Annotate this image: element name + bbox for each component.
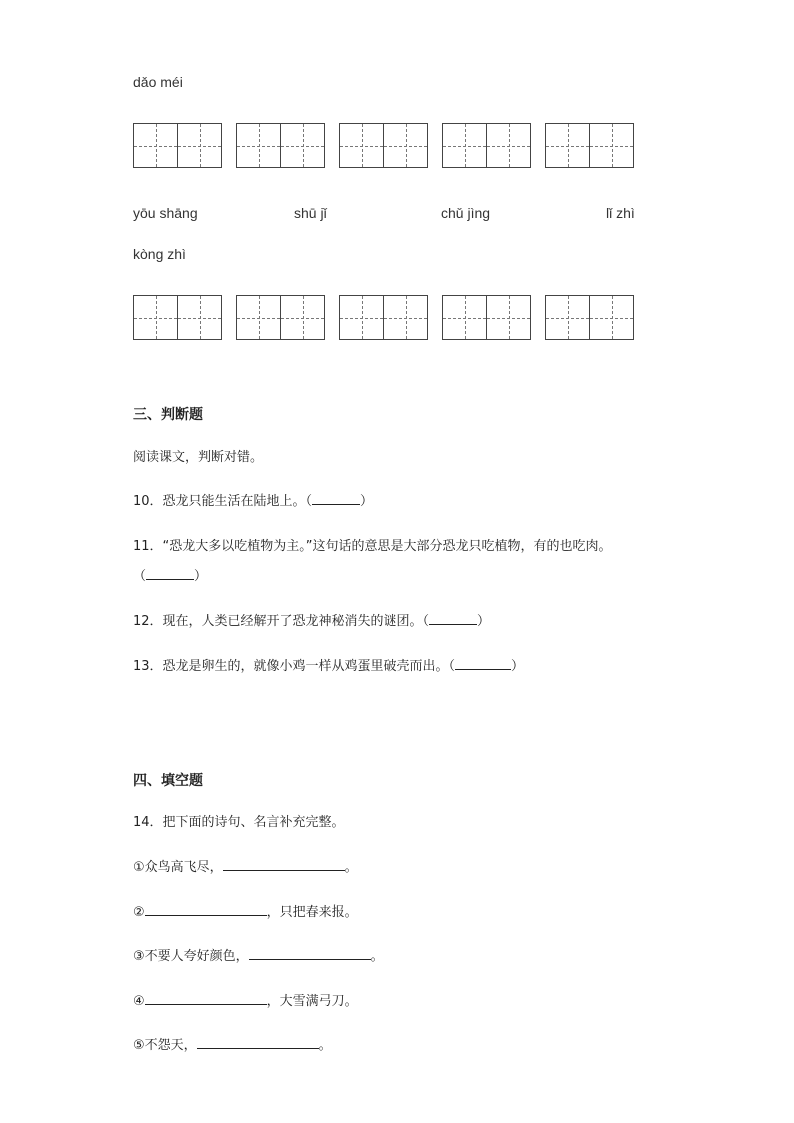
poem-item-4	[133, 990, 358, 1009]
question-10	[133, 490, 373, 509]
poem-item-pre: ①众鸟高飞尽，	[133, 860, 223, 875]
paren-close: ）	[360, 494, 374, 509]
char-cell[interactable]	[486, 295, 531, 340]
poem-item-pre: ⑤不怨天，	[133, 1038, 197, 1053]
char-cell[interactable]	[177, 123, 222, 168]
word-box[interactable]	[339, 123, 428, 168]
pinyin-lizhi: lǐ zhì	[606, 205, 635, 221]
paren-close: ）	[511, 659, 525, 674]
char-cell[interactable]	[133, 295, 178, 340]
poem-item-pre: ④	[133, 994, 145, 1009]
char-cell[interactable]	[442, 295, 487, 340]
word-box[interactable]	[133, 295, 222, 340]
answer-blank-12[interactable]	[429, 612, 477, 625]
char-cell[interactable]	[589, 295, 634, 340]
answer-blank-poem-4[interactable]	[145, 992, 267, 1005]
char-cell[interactable]	[133, 123, 178, 168]
char-cell[interactable]	[545, 295, 590, 340]
instruction-text: 阅读课文，判断对错。	[133, 450, 264, 465]
paren-open: （	[133, 569, 147, 584]
section-heading-fill-in: 四、填空题	[133, 773, 203, 789]
pinyin-shuji: shū jǐ	[294, 205, 327, 221]
question-13-text: 13．恐龙是卵生的，就像小鸡一样从鸡蛋里破壳而出。（	[133, 659, 456, 674]
char-cell[interactable]	[339, 295, 384, 340]
word-box[interactable]	[236, 295, 325, 340]
word-box[interactable]	[442, 123, 531, 168]
answer-blank-poem-2[interactable]	[145, 903, 267, 916]
answer-blank-11[interactable]	[146, 567, 194, 580]
question-14: 14．把下面的诗句、名言补充完整。	[133, 815, 345, 830]
poem-item-pre: ③不要人夸好颜色，	[133, 949, 249, 964]
char-cell[interactable]	[486, 123, 531, 168]
word-box[interactable]	[339, 295, 428, 340]
answer-blank-poem-5[interactable]	[197, 1036, 319, 1049]
poem-item-1	[133, 856, 358, 875]
answer-blank-poem-3[interactable]	[249, 947, 371, 960]
char-cell[interactable]	[442, 123, 487, 168]
char-cell[interactable]	[339, 123, 384, 168]
question-10-text: 10．恐龙只能生活在陆地上。（	[133, 494, 313, 509]
char-cell[interactable]	[383, 123, 428, 168]
char-cell[interactable]	[589, 123, 634, 168]
char-cell[interactable]	[545, 123, 590, 168]
answer-blank-poem-1[interactable]	[223, 858, 345, 871]
word-box[interactable]	[545, 123, 634, 168]
char-grid-row-1	[133, 123, 634, 168]
poem-item-2	[133, 901, 358, 920]
char-cell[interactable]	[383, 295, 428, 340]
char-cell[interactable]	[280, 123, 325, 168]
char-cell[interactable]	[177, 295, 222, 340]
poem-item-post: ，大雪满弓刀。	[266, 994, 358, 1009]
section-heading-judgement: 三、判断题	[133, 407, 203, 423]
poem-item-5	[133, 1034, 332, 1053]
pinyin-kongzhi: kòng zhì	[133, 246, 186, 262]
answer-blank-10[interactable]	[312, 492, 360, 505]
question-11-answer	[133, 565, 207, 584]
poem-item-3	[133, 945, 384, 964]
char-cell[interactable]	[236, 123, 281, 168]
question-13	[133, 655, 524, 674]
poem-item-pre: ②	[133, 905, 145, 920]
word-box[interactable]	[133, 123, 222, 168]
word-box[interactable]	[442, 295, 531, 340]
answer-blank-13[interactable]	[455, 657, 511, 670]
poem-item-post: ，只把春来报。	[266, 905, 358, 920]
poem-item-post: 。	[370, 949, 384, 964]
question-11: 11．“恐龙大多以吃植物为主。”这句话的意思是大部分恐龙只吃植物，有的也吃肉。	[133, 539, 612, 554]
question-12	[133, 610, 490, 629]
word-box[interactable]	[236, 123, 325, 168]
poem-item-post: 。	[318, 1038, 332, 1053]
char-cell[interactable]	[280, 295, 325, 340]
char-grid-row-2	[133, 295, 634, 340]
pinyin-chujing: chǔ jìng	[441, 205, 491, 221]
paren-close: ）	[194, 569, 208, 584]
word-box[interactable]	[545, 295, 634, 340]
poem-item-post: 。	[344, 860, 358, 875]
char-cell[interactable]	[236, 295, 281, 340]
paren-close: ）	[477, 614, 491, 629]
question-12-text: 12．现在，人类已经解开了恐龙神秘消失的谜团。（	[133, 614, 430, 629]
pinyin-youshang: yōu shāng	[133, 205, 198, 221]
pinyin-daomei: dǎo méi	[133, 74, 183, 90]
